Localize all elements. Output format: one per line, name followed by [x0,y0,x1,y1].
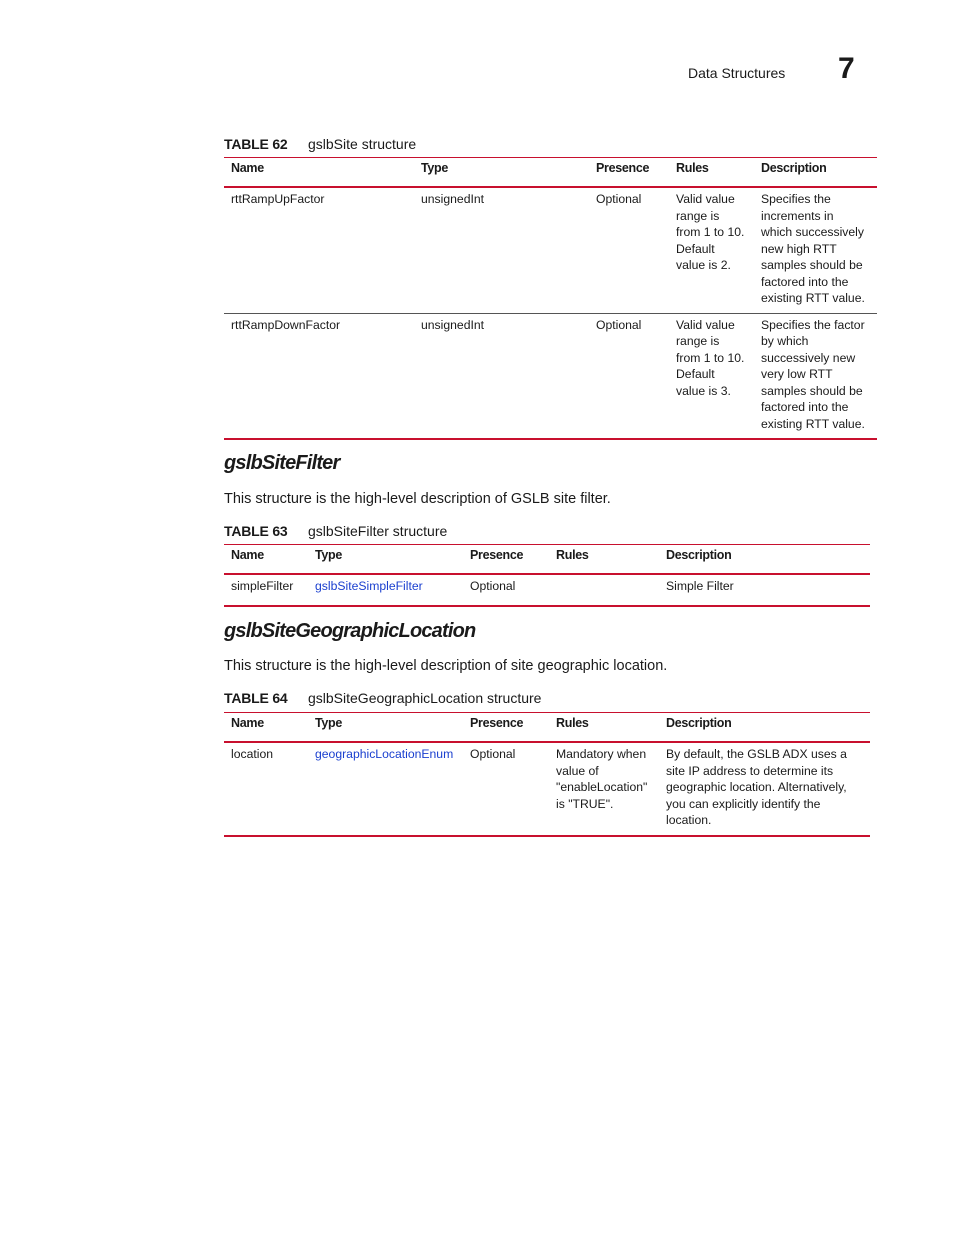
column-header: Description [659,713,870,743]
text-line: location. [666,813,712,827]
column-header: Type [414,158,589,188]
text-line: value is 3. [676,383,731,398]
table-62 [224,157,877,440]
table-63 [224,544,870,607]
cell-presence: Optional [589,187,669,313]
table-row [224,313,877,439]
text-line: Valid value [676,192,735,206]
text-line: successively new [761,350,856,365]
text-line: "enableLocation" [556,780,648,794]
table-row [224,187,877,313]
cell-presence: Optional [596,317,642,332]
cell-type: unsignedInt [421,317,485,332]
section-heading: gslbSiteGeographicLocation [224,620,476,642]
text-line: Mandatory when [556,747,647,761]
table-64-caption [224,690,541,706]
text-line: Default [676,241,715,256]
cell-type [308,574,463,606]
text-line: Valid value [676,317,735,332]
text-line: Specifies the factor [761,317,865,332]
cell-rules [669,313,754,439]
column-header: Name [224,713,308,743]
table-63-caption [224,523,447,539]
cell-type [308,742,463,836]
text-line: you can explicitly identify the [666,796,821,811]
cell-type: unsignedInt [414,187,589,313]
text-line: value of [556,763,599,778]
text-line: site IP address to determine its [666,763,834,778]
table-62-caption [224,136,416,152]
column-header: Type [308,713,463,743]
text-line: increments in [761,208,834,223]
type-link[interactable]: gslbSiteSimpleFilter [315,579,423,593]
table-title: gslbSiteFilter structure [308,523,448,539]
text-line: value is 2. [676,258,731,272]
column-header: Presence [589,158,669,188]
table-header-row [224,545,870,575]
text-line: from 1 to 10. [676,225,745,239]
running-header-title: Data Structures [688,65,786,81]
text-line: which successively [761,225,864,239]
chapter-number: 7 [838,52,855,85]
table-title: gslbSiteGeographicLocation structure [308,690,542,706]
table-title: gslbSite structure [308,136,417,152]
type-link[interactable]: geographicLocationEnum [315,747,454,761]
text-line: very low RTT [761,367,833,381]
table-label: TABLE 64 [224,690,288,706]
cell-name: rttRampDownFactor [231,317,341,332]
column-header: Rules [669,158,754,188]
text-line: Default [676,367,715,381]
text-line: range is [676,334,720,348]
text-line: from 1 to 10. [676,350,745,365]
cell-rules [549,574,659,606]
text-line: factored into the [761,274,849,289]
column-header: Presence [463,713,549,743]
table-label: TABLE 63 [224,523,288,539]
text-line: existing RTT value. [761,416,865,431]
table-header-row [224,713,870,743]
table-row [224,574,870,606]
text-line: samples should be [761,383,863,398]
table-64 [224,712,870,837]
text-line: Specifies the [761,192,831,206]
section-paragraph: This structure is the high-level description of GSLB site filter. [224,491,611,507]
text-line: By default, the GSLB ADX uses a [666,747,847,761]
text-line: factored into the [761,400,849,414]
cell-name: simpleFilter [231,579,294,593]
cell-description: Simple Filter [666,579,734,593]
text-line: samples should be [761,258,863,272]
section-paragraph: This structure is the high-level description of site geographic location. [224,658,668,674]
cell-description [754,187,877,313]
text-line: range is [676,208,720,223]
text-line: geographic location. Alternatively, [666,780,847,794]
cell-description [754,313,877,439]
column-header: Type [308,545,463,575]
column-header: Presence [463,545,549,575]
table-row [224,742,870,836]
cell-rules [549,742,659,836]
text-line: existing RTT value. [761,291,865,305]
column-header: Name [224,545,308,575]
column-header: Description [659,545,870,575]
section-heading: gslbSiteFilter [224,452,340,474]
text-line: new high RTT [761,241,837,256]
text-line: by which [761,334,809,348]
text-line: is "TRUE". [556,796,614,811]
cell-presence: Optional [470,747,516,761]
cell-rules [669,187,754,313]
column-header: Rules [549,713,659,743]
table-header-row [224,158,877,188]
column-header: Description [754,158,877,188]
table-label: TABLE 62 [224,136,288,152]
cell-name: rttRampUpFactor [224,187,414,313]
cell-presence: Optional [470,579,516,593]
cell-name: location [231,747,274,761]
cell-description [659,742,870,836]
column-header: Name [224,158,414,188]
column-header: Rules [549,545,659,575]
